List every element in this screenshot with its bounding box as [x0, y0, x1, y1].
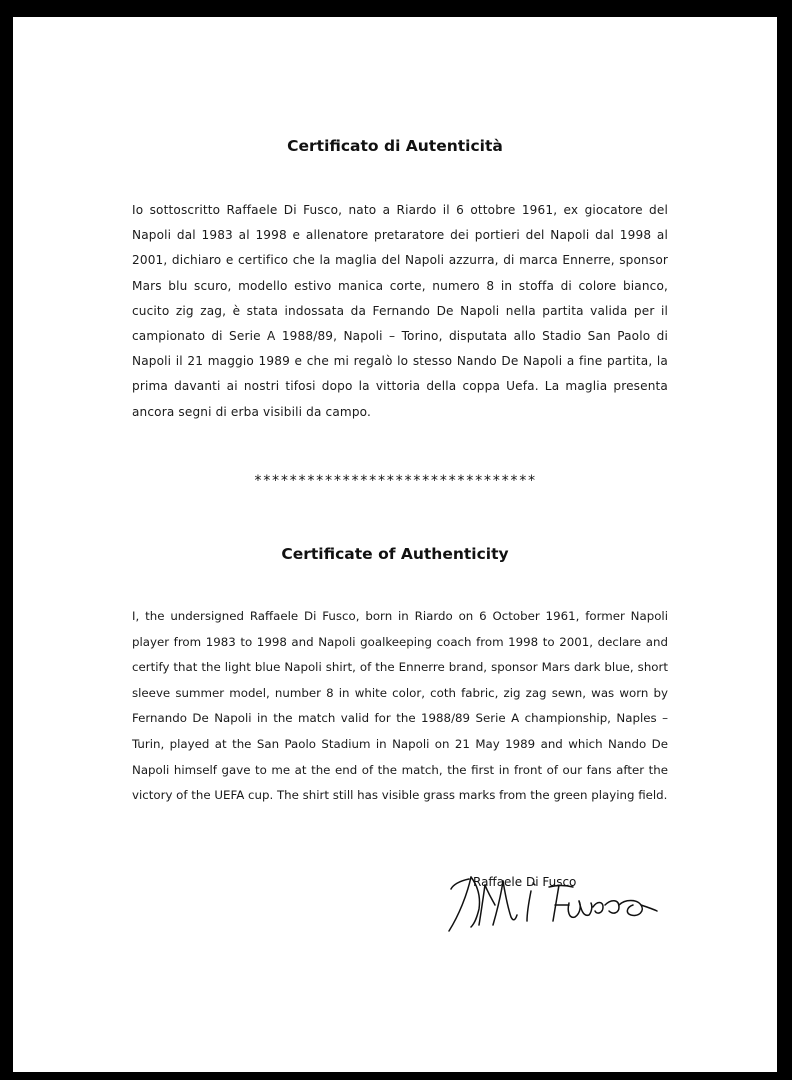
section-separator: ********************************: [253, 473, 537, 489]
english-title: Certificate of Authenticity: [281, 545, 509, 563]
signature-printed-name: Raffaele Di Fusco: [473, 875, 577, 889]
certificate-sheet: [13, 17, 777, 1072]
italian-title: Certificato di Autenticità: [287, 137, 503, 155]
english-body-text: I, the undersigned Raffaele Di Fusco, born in Riardo on 6 October 1961, former Napoli player from 1983 to 1998 and Napoli goalkeeping coach from 1998 to 2001, declare and certify that the light blue Napoli shirt, of the Ennerre brand, sponsor Mars dark blue, short sleeve summer model, number 8 in white color, coth fabric, zig zag sewn, was worn by Fernando De Napoli in the match valid for the 1988/89 Serie A championship, Naples – Turin, played at the San Paolo Stadium in Napoli on 21 May 1989 and which Nando De Napoli himself gave to me at the end of the match, the first in front of our fans after the victory of the UEFA cup. The shirt still has visible grass marks from the green playing field.: [132, 609, 668, 803]
italian-body-text: Io sottoscritto Raffaele Di Fusco, nato a Riardo il 6 ottobre 1961, ex giocatore del Napoli dal 1983 al 1998 e allenatore pretaratore dei portieri del Napoli dal 1998 al 2001, dichiaro e certifico che la maglia del Napoli azzurra, di marca Ennerre, sponsor Mars blu scuro, modello estivo manica corte, numero 8 in stoffa di colore bianco, cucito zig zag, è stata indossata da Fernando De Napoli nella partita valida per il campionato di Serie A 1988/89, Napoli – Torino, disputata allo Stadio San Paolo di Napoli il 21 maggio 1989 e che mi regalò lo stesso Nando De Napoli a fine partita, la prima davanti ai nostri tifosi dopo la vittoria della coppa Uefa. La maglia presenta ancora segni di erba visibili da campo.: [132, 203, 668, 419]
